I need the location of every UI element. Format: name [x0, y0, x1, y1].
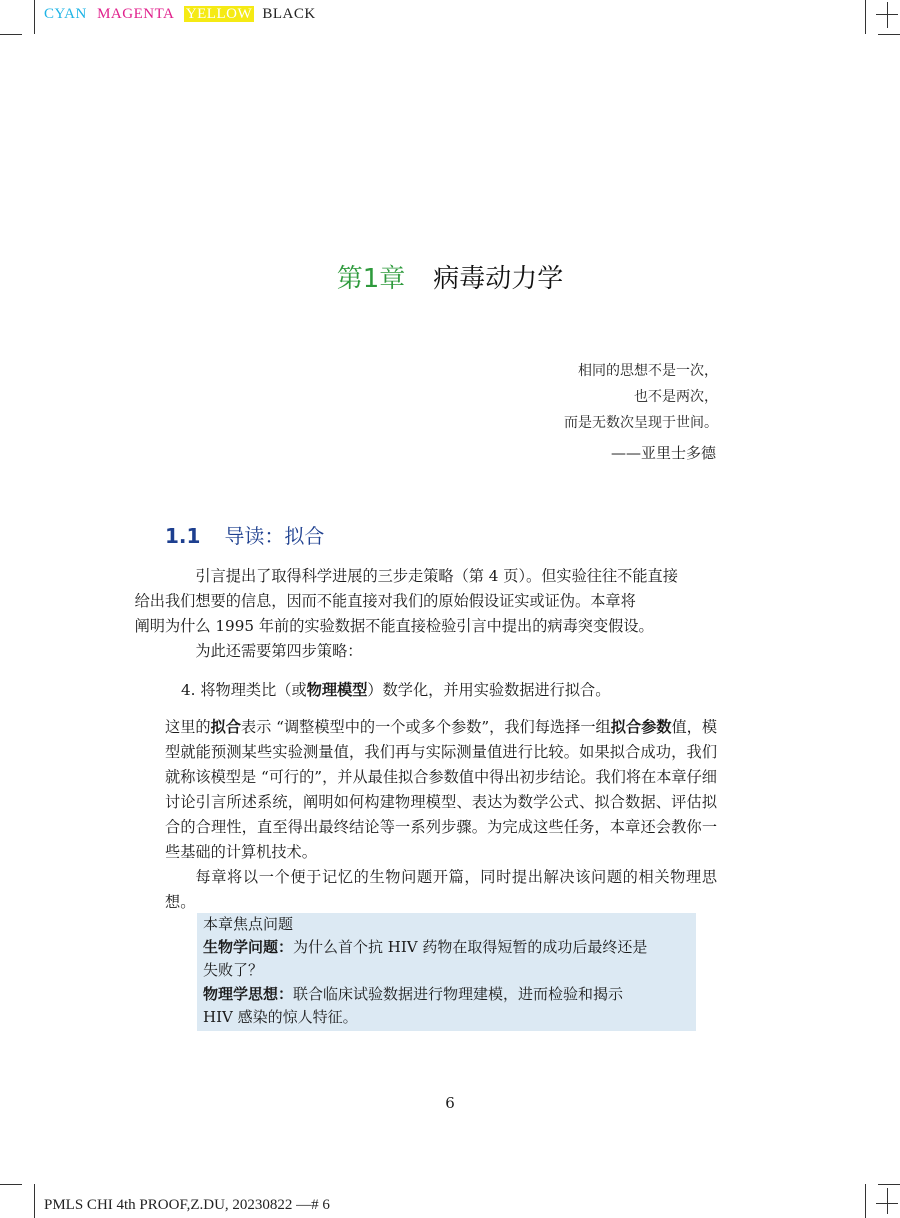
proof-footer: PMLS CHI 4th PROOF,Z.DU, 20230822 —# 6	[44, 1197, 330, 1213]
text-span: 值，模型就能预测某些实验测量值，我们再与实际测量值进行比较。如果拟合成功，我们就称该模型是 “可行的”，并从最佳拟合参数值中得出初步结论。我们将在本章仔细讨论引言所述系统，阐明如何构建物理模型、表达为数学公式、拟合数据、评估拟合的合理性，直至得出最终结论等一系列步骤。为完成这些任务，本章还会教你一些基础的计算机技术。	[165, 718, 718, 861]
crop-mark	[878, 34, 900, 35]
epigraph-author: ——亚里士多德	[610, 444, 716, 462]
focus-box-title: 本章焦点问题	[203, 915, 294, 933]
text-line: 给出我们想要的信息，因而不能直接对我们的原始假设证实或证伪。本章将	[134, 592, 636, 610]
text-span: 表示 “调整模型中的一个或多个参数”，我们每选择一组	[240, 718, 611, 736]
registration-mark	[887, 2, 888, 28]
color-bar	[44, 6, 316, 23]
epigraph	[564, 358, 718, 436]
bio-question-cont: 失败了？	[203, 961, 264, 979]
paragraph-strategy: 为此还需要第四步策略：	[195, 642, 363, 660]
bold-term: 拟合	[210, 718, 241, 736]
color-bar-magenta: MAGENTA	[97, 6, 174, 22]
crop-mark	[0, 34, 22, 35]
phys-idea	[203, 983, 623, 1006]
bold-term: 物理模型	[306, 681, 368, 699]
chapter-number: 第1章	[336, 264, 406, 294]
epigraph-line: 而是无数次呈现于世间。	[564, 415, 718, 431]
bio-text: 为什么首个抗 HIV 药物在取得短暂的成功后最终还是	[293, 938, 648, 956]
chapter-name: 病毒动力学	[433, 264, 564, 294]
list-item-text: ）数学化，并用实验数据进行拟合。	[367, 681, 611, 699]
bio-question	[203, 936, 647, 959]
color-bar-cyan: CYAN	[44, 6, 87, 22]
registration-mark	[887, 1188, 888, 1214]
section-title: 导读：拟合	[224, 524, 325, 548]
text-line: 阐明为什么 1995 年前的实验数据不能直接检验引言中提出的病毒突变假设。	[134, 617, 654, 635]
list-item-step-4	[181, 678, 721, 703]
crop-mark	[865, 1184, 866, 1218]
paragraph-fitting	[165, 715, 717, 865]
epigraph-line: 也不是两次，	[634, 389, 718, 405]
focus-question-box	[197, 913, 696, 1031]
crop-mark	[0, 1184, 22, 1185]
text-line: 引言提出了取得科学进展的三步走策略（第 4 页）。但实验往往不能直接	[195, 567, 678, 585]
registration-mark	[876, 14, 898, 15]
paragraph-intro	[134, 564, 717, 639]
crop-mark	[34, 0, 35, 34]
bold-term: 拟合参数	[610, 718, 672, 736]
list-item-text: 4. 将物理类比（或	[181, 681, 307, 699]
epigraph-line: 相同的思想不是一次，	[578, 363, 718, 379]
bio-label: 生物学问题：	[203, 938, 294, 956]
page-number: 6	[445, 1094, 455, 1112]
crop-mark	[878, 1184, 900, 1185]
text-span: 这里的	[165, 718, 211, 736]
crop-mark	[34, 1184, 35, 1218]
phys-idea-cont: HIV 感染的惊人特征。	[203, 1008, 358, 1026]
section-heading	[165, 520, 324, 549]
phys-label: 物理学思想：	[203, 985, 294, 1003]
paragraph-chapter-structure: 每章将以一个便于记忆的生物问题开篇，同时提出解决该问题的相关物理思想。	[165, 868, 717, 911]
color-bar-black: BLACK	[262, 6, 316, 22]
section-number: 1.1	[165, 524, 201, 548]
registration-mark	[876, 1203, 898, 1204]
chapter-title	[0, 258, 900, 295]
color-bar-yellow: YELLOW	[185, 6, 253, 22]
phys-text: 联合临床试验数据进行物理建模，进而检验和揭示	[293, 985, 624, 1003]
crop-mark	[865, 0, 866, 34]
